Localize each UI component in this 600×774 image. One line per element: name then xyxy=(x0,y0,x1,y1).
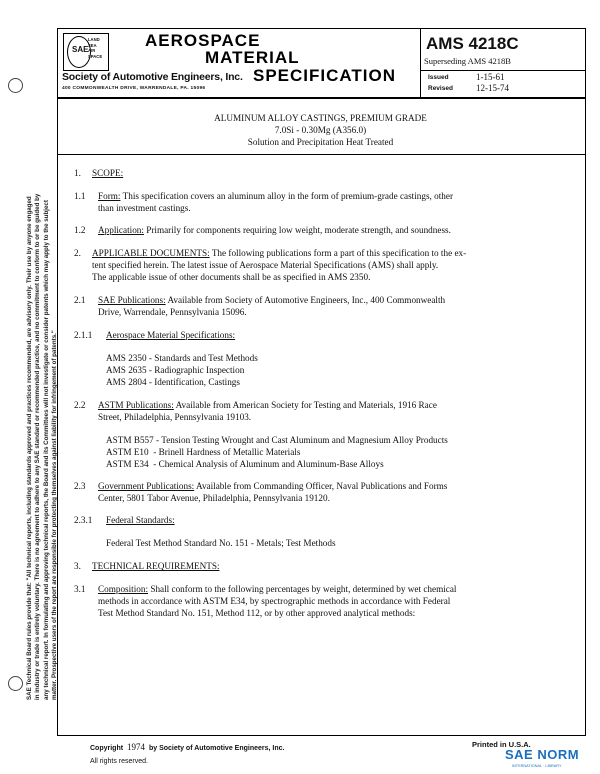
section-2-2-line1: ASTM Publications: Available from American Society for Testing and Materials, 1916 Race xyxy=(98,400,437,410)
doc-title-line2: 7.0Si - 0.30Mg (A356.0) xyxy=(274,125,367,135)
logo-word-air: AIR xyxy=(88,48,96,54)
section-2-line3: The applicable issue of other documents shall be as specified in AMS 2350. xyxy=(92,272,371,282)
copyright: Copyright 1974 by Society of Automotive Engineers, Inc. xyxy=(90,742,285,752)
section-3-1-line3: Test Method Standard No. 151, Method 112, or by other approved analytical methods: xyxy=(98,608,416,618)
section-2-number: 2. xyxy=(74,248,81,258)
section-2-1-1-number: 2.1.1 xyxy=(74,330,93,340)
issued-label: Issued xyxy=(428,74,449,81)
section-2-1-number: 2.1 xyxy=(74,295,86,305)
title-divider xyxy=(57,154,586,155)
ams-list-item: AMS 2350 - Standards and Test Methods xyxy=(106,353,258,363)
section-3-number: 3. xyxy=(74,561,81,571)
ams-list-item: AMS 2804 - Identification, Castings xyxy=(106,377,240,387)
header-vertical-divider xyxy=(420,28,421,97)
section-3-heading: TECHNICAL REQUIREMENTS: xyxy=(92,561,220,571)
revised-label: Revised xyxy=(428,85,453,92)
sae-logo xyxy=(63,33,109,71)
section-2-3-line1: Government Publications: Available from Commanding Officer, Naval Publications and Forms xyxy=(98,481,448,491)
section-2-1-line1: SAE Publications: Available from Society of Automotive Engineers, Inc., 400 Commonwealth xyxy=(98,295,446,305)
ams-list-item: AMS 2635 - Radiographic Inspection xyxy=(106,365,245,375)
logo-word-sea: SEA xyxy=(88,42,97,48)
section-1-heading: SCOPE: xyxy=(92,168,124,178)
title-specification: SPECIFICATION xyxy=(253,66,397,85)
notice-line-1: SAE Technical Board rules provide that: "All technical reports, including standards approved and practices recommended, are advisory only. Their use by anyone engaged xyxy=(26,196,33,700)
doc-number: AMS 4218C xyxy=(426,34,519,53)
issued-date: 1-15-61 xyxy=(476,72,505,82)
watermark-subtitle: INTERNATIONAL · LIBRARY xyxy=(512,764,562,768)
federal-standard-item: Federal Test Method Standard No. 151 - Metals; Test Methods xyxy=(106,538,336,548)
org-name: Society of Automotive Engineers, Inc. xyxy=(62,71,243,83)
notice-line-4: matter. Prospective users of the report are responsible for protecting themselves against liability for infringement of patents." xyxy=(51,330,59,700)
section-2-3-line2: Center, 5801 Tabor Avenue, Philadelphia, Pennsylvania 19120. xyxy=(98,493,330,503)
notice-line-3: any technical report. In formulating and approving technical reports, the Board and its Committees will not investigate or consider patents which may apply to the subject xyxy=(42,200,50,700)
astm-list-item: ASTM E34 - Chemical Analysis of Aluminum and Aluminum-Base Alloys xyxy=(106,459,384,469)
doc-title xyxy=(57,112,584,148)
section-1-2-number: 1.2 xyxy=(74,225,86,235)
doc-title-line3: Solution and Precipitation Heat Treated xyxy=(247,137,394,147)
section-2-line1: APPLICABLE DOCUMENTS: The following publications form a part of this specification to the ex- xyxy=(92,248,467,258)
section-1-1-number: 1.1 xyxy=(74,191,86,201)
section-2-line2: tent specified herein. The latest issue of Aerospace Material Specifications (AMS) shall apply. xyxy=(92,260,439,270)
section-3-1-line2: methods in accordance with ASTM E34, by spectrographic methods in accordance with Federal xyxy=(98,596,451,606)
watermark-logo: SAE NORM xyxy=(505,747,580,762)
printed-in: Printed in U.S.A. xyxy=(472,740,531,749)
section-2-2-number: 2.2 xyxy=(74,400,86,410)
logo-word-space: SPACE xyxy=(88,53,103,59)
section-1-2-line1: Application: Primarily for components requiring low weight, moderate strength, and soundness. xyxy=(98,225,451,235)
section-2-1-1-heading: Aerospace Material Specifications: xyxy=(106,330,236,340)
section-1-number: 1. xyxy=(74,168,81,178)
sae-logo-emblem: SAE xyxy=(67,36,91,68)
section-1-1-line2: than investment castings. xyxy=(98,203,191,213)
header-right-divider xyxy=(420,70,586,71)
section-2-3-number: 2.3 xyxy=(74,481,86,491)
revised-date: 12-15-74 xyxy=(476,83,509,93)
section-2-1-line2: Drive, Warrendale, Pennsylvania 15096. xyxy=(98,307,247,317)
section-2-3-1-heading: Federal Standards: xyxy=(106,515,175,525)
section-3-1-number: 3.1 xyxy=(74,584,86,594)
title-material: MATERIAL xyxy=(205,48,300,67)
rights-reserved: All rights reserved. xyxy=(90,758,148,765)
superseding-note: Superseding AMS 4218B xyxy=(424,56,511,66)
notice-line-2: in industry or trade is entirely voluntary. There is no agreement to adhere to any SAE standard or recommended practice, and no commitment to conform to or be guided by xyxy=(34,193,42,700)
title-aerospace: AEROSPACE xyxy=(145,31,261,50)
doc-title-line1: ALUMINUM ALLOY CASTINGS, PREMIUM GRADE xyxy=(214,113,427,123)
punch-hole-top xyxy=(8,78,23,93)
header-divider xyxy=(57,97,586,99)
org-address: 400 COMMONWEALTH DRIVE, WARRENDALE, PA. 15096 xyxy=(62,86,206,91)
section-2-2-line2: Street, Philadelphia, Pennsylvania 19103. xyxy=(98,412,252,422)
section-3-1-line1: Composition: Shall conform to the following percentages by weight, determined by wet chemical xyxy=(98,584,457,594)
section-2-3-1-number: 2.3.1 xyxy=(74,515,93,525)
astm-list-item: ASTM B557 - Tension Testing Wrought and Cast Aluminum and Magnesium Alloy Products xyxy=(106,435,448,445)
astm-list-item: ASTM E10 - Brinell Hardness of Metallic Materials xyxy=(106,447,301,457)
section-1-1-line1: Form: This specification covers an aluminum alloy in the form of premium-grade castings, other xyxy=(98,191,454,201)
logo-word-land: LAND xyxy=(88,37,100,42)
punch-hole-bottom xyxy=(8,676,23,691)
